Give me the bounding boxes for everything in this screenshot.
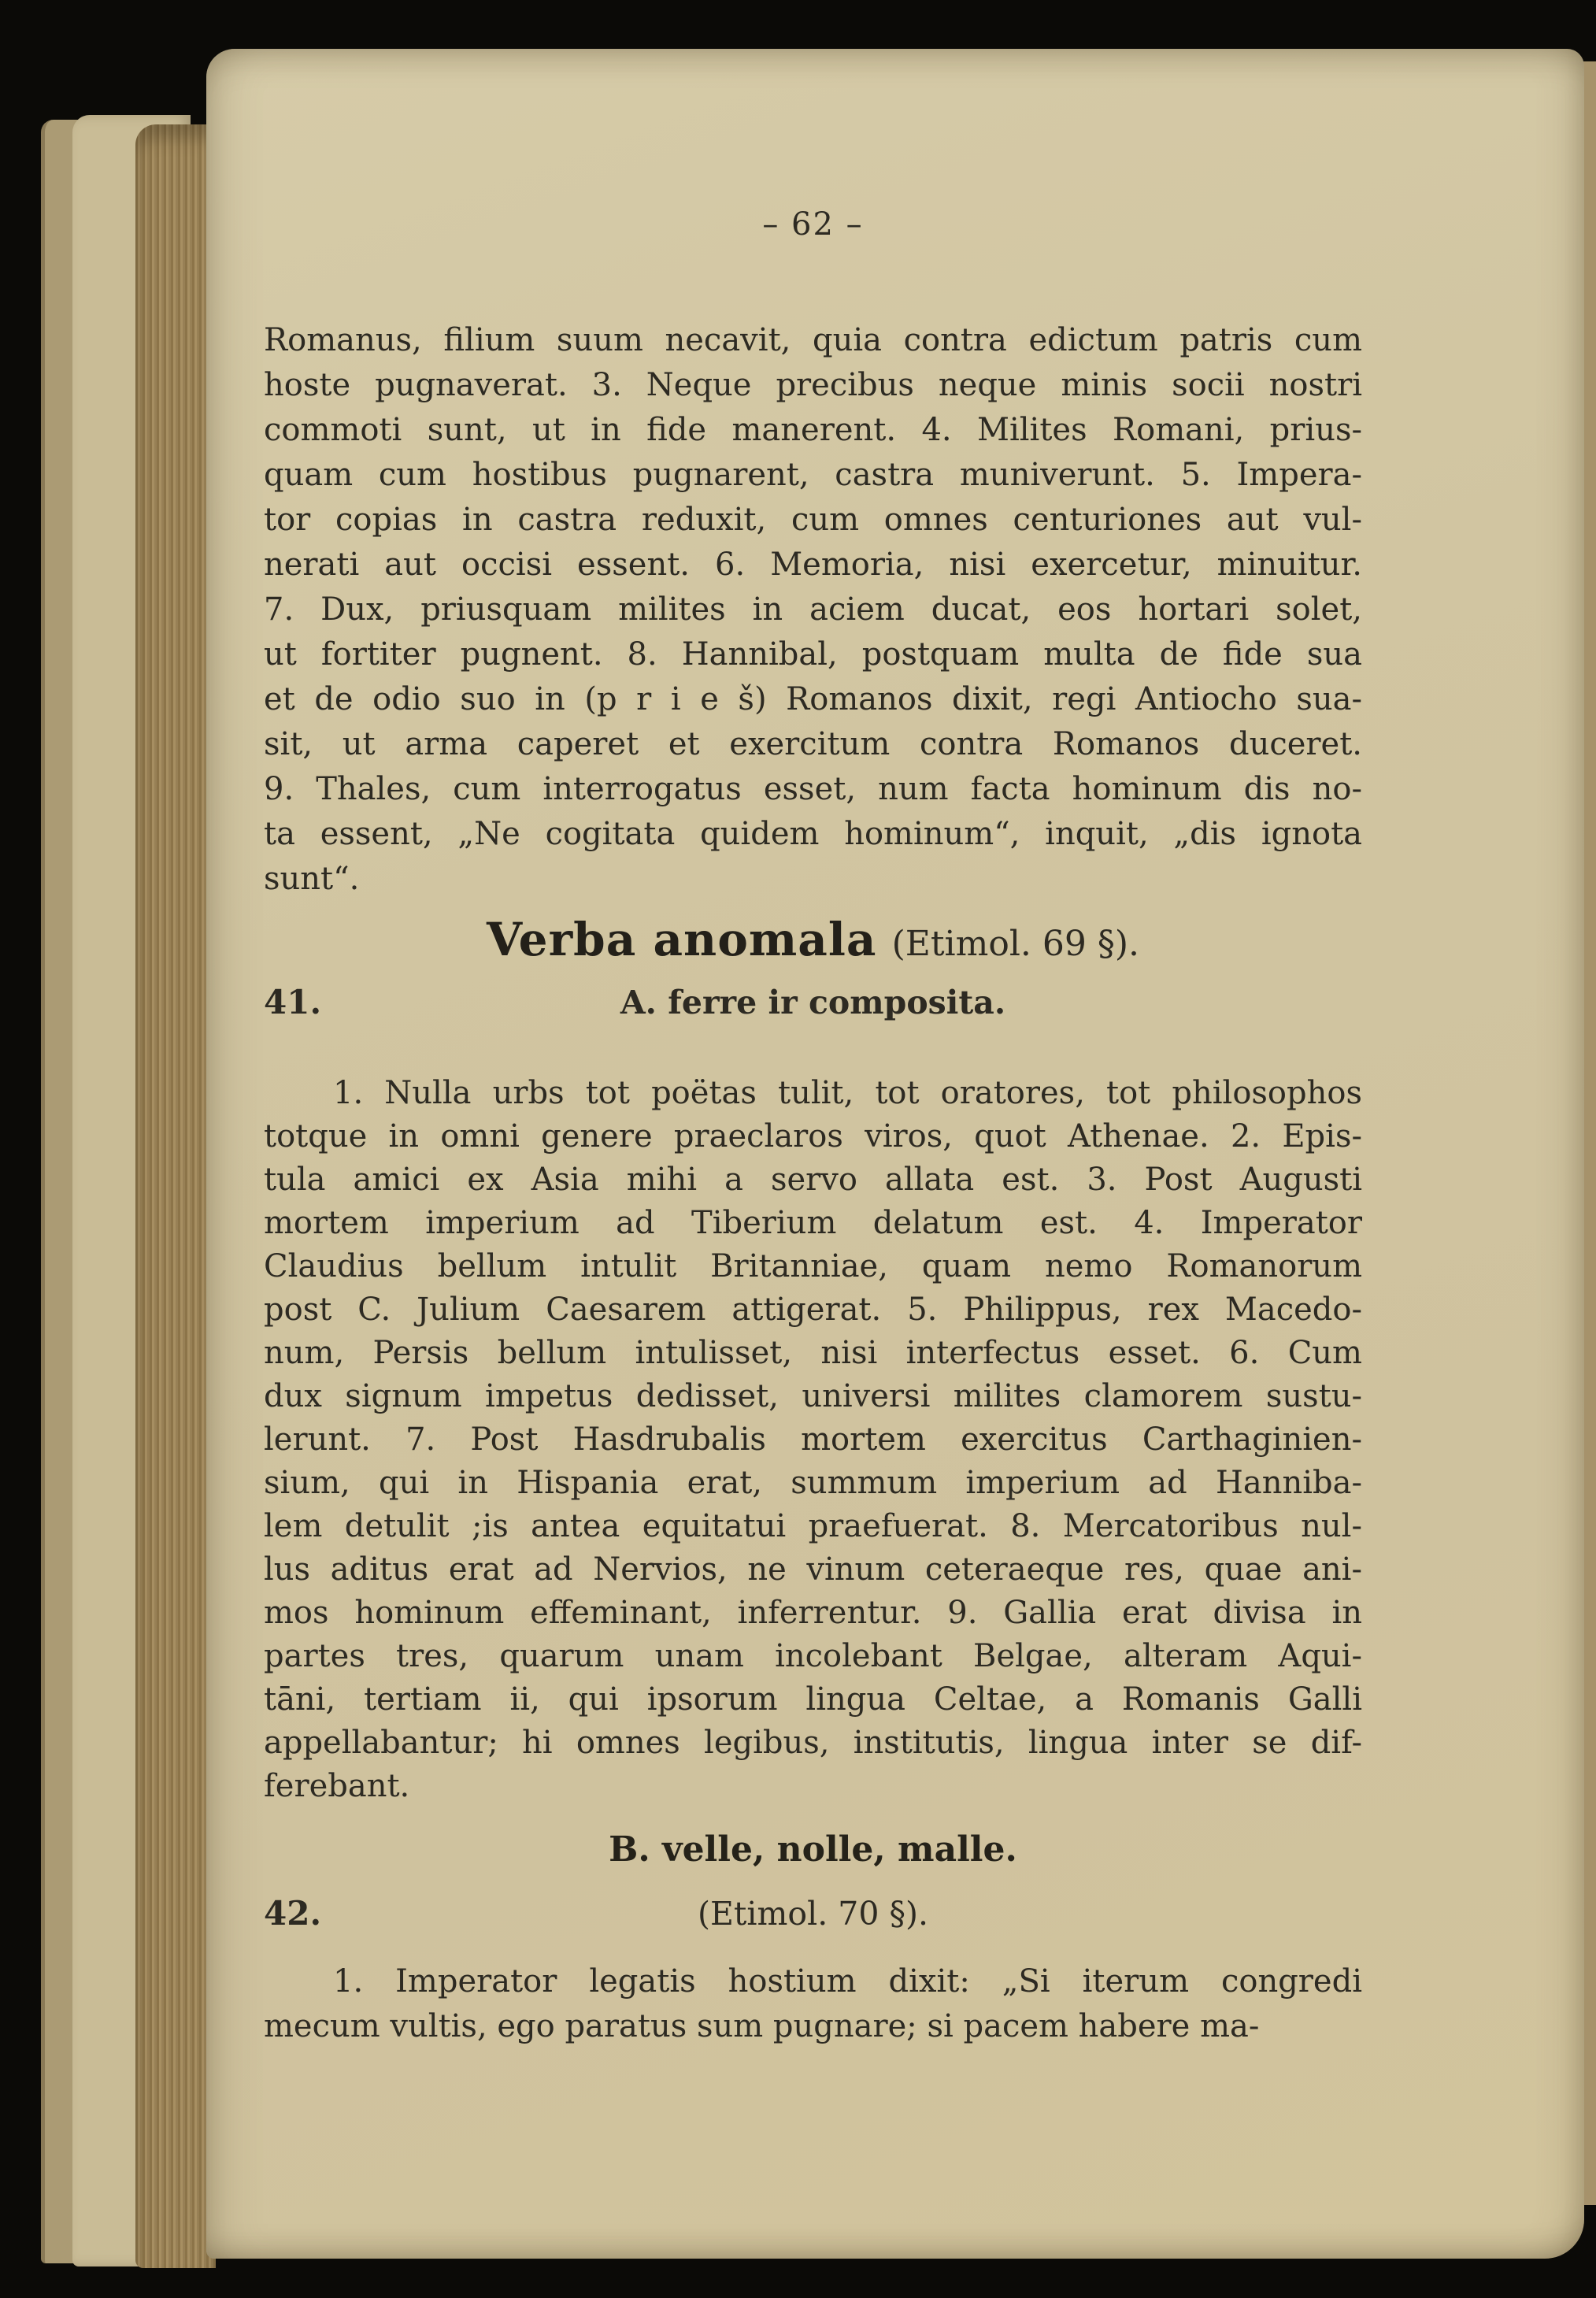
- exercise-41-number: 41.: [264, 983, 322, 1021]
- exercise-42-number: 42.: [264, 1894, 322, 1933]
- text-line: sit, ut arma caperet et exercitum contra Romanos duceret.: [264, 726, 1362, 762]
- text-line: sium, qui in Hispania erat, summum imperium ad Hanniba-: [264, 1465, 1362, 1501]
- section-heading: [264, 914, 1362, 965]
- section-heading-reference: (Etimol. 69 §).: [891, 924, 1139, 964]
- text-line: Claudius bellum intulit Britanniae, quam nemo Romanorum: [264, 1248, 1362, 1284]
- exercise-41-subtitle: A. ferre ir composita.: [620, 984, 1006, 1021]
- page-text-column: [264, 0, 1362, 2049]
- text-line: lus aditus erat ad Nervios, ne vinum ceteraeque res, quae ani-: [264, 1551, 1362, 1588]
- text-line: tula amici ex Asia mihi a servo allata est. 3. Post Augusti: [264, 1162, 1362, 1198]
- text-line: totque in omni genere praeclaros viros, quot Athenae. 2. Epis-: [264, 1118, 1362, 1155]
- text-line: sunt“.: [264, 861, 360, 897]
- text-line: tor copias in castra reduxit, cum omnes centuriones aut vul-: [264, 502, 1362, 538]
- text-line: 1. Nulla urbs tot poëtas tulit, tot oratores, tot philosophos: [333, 1075, 1362, 1111]
- exercise-41-header: [264, 982, 1362, 1023]
- exercise-42-header: [264, 1893, 1362, 1934]
- text-line: ta essent, „Ne cogitata quidem hominum“, inquit, „dis ignota: [264, 816, 1362, 852]
- section-heading-title: Verba anomala: [487, 913, 877, 966]
- text-line: num, Persis bellum intulisset, nisi interfectus esset. 6. Cum: [264, 1335, 1362, 1371]
- book-fore-edge-pages: [135, 124, 216, 2268]
- paragraph-exercise-42: [264, 1959, 1362, 2049]
- page-number: – 62 –: [762, 206, 864, 243]
- exercise-42-reference: (Etimol. 70 §).: [698, 1895, 928, 1933]
- paragraph-exercise-41: [264, 1072, 1362, 1808]
- text-line: partes tres, quarum unam incolebant Belgae, alteram Aqui-: [264, 1638, 1362, 1674]
- text-line: mos hominum effeminant, inferrentur. 9. Gallia erat divisa in: [264, 1595, 1362, 1631]
- text-line: appellabantur; hi omnes legibus, institutis, lingua inter se dif-: [264, 1725, 1362, 1761]
- text-line: ferebant.: [264, 1768, 410, 1804]
- text-line: hoste pugnaverat. 3. Neque precibus neque minis socii nostri: [264, 367, 1362, 403]
- text-line: mecum vultis, ego paratus sum pugnare; si pacem habere ma-: [264, 2008, 1260, 2044]
- text-line: commoti sunt, ut in fide manerent. 4. Milites Romani, prius-: [264, 412, 1362, 448]
- text-line: mortem imperium ad Tiberium delatum est. 4. Imperator: [264, 1205, 1362, 1241]
- text-line: 7. Dux, priusquam milites in aciem ducat, eos hortari solet,: [264, 591, 1362, 628]
- text-line: tāni, tertiam ii, qui ipsorum lingua Celtae, a Romanis Galli: [264, 1681, 1362, 1718]
- text-line: Romanus, filium suum necavit, quia contra edictum patris cum: [264, 322, 1362, 358]
- text-line: et de odio suo in (p r i e š) Romanos dixit, regi Antiocho sua-: [264, 681, 1362, 717]
- text-line: ut fortiter pugnent. 8. Hannibal, postquam multa de fide sua: [264, 636, 1362, 673]
- paragraph-exercise-continuation: [264, 318, 1362, 902]
- text-line: quam cum hostibus pugnarent, castra muniverunt. 5. Impera-: [264, 457, 1362, 493]
- section-b-subtitle: B. velle, nolle, malle.: [609, 1829, 1017, 1870]
- text-line: 9. Thales, cum interrogatus esset, num facta hominum dis no-: [264, 771, 1362, 807]
- text-line: post C. Julium Caesarem attigerat. 5. Philippus, rex Macedo-: [264, 1292, 1362, 1328]
- text-line: 1. Imperator legatis hostium dixit: „Si iterum congredi: [333, 1963, 1362, 2000]
- text-line: dux signum impetus dedisset, universi milites clamorem sustu-: [264, 1378, 1362, 1414]
- text-line: lem detulit ;is antea equitatui praefuerat. 8. Mercatoribus nul-: [264, 1508, 1362, 1544]
- text-line: lerunt. 7. Post Hasdrubalis mortem exercitus Carthaginien-: [264, 1421, 1362, 1458]
- text-line: nerati aut occisi essent. 6. Memoria, nisi exercetur, minuitur.: [264, 547, 1362, 583]
